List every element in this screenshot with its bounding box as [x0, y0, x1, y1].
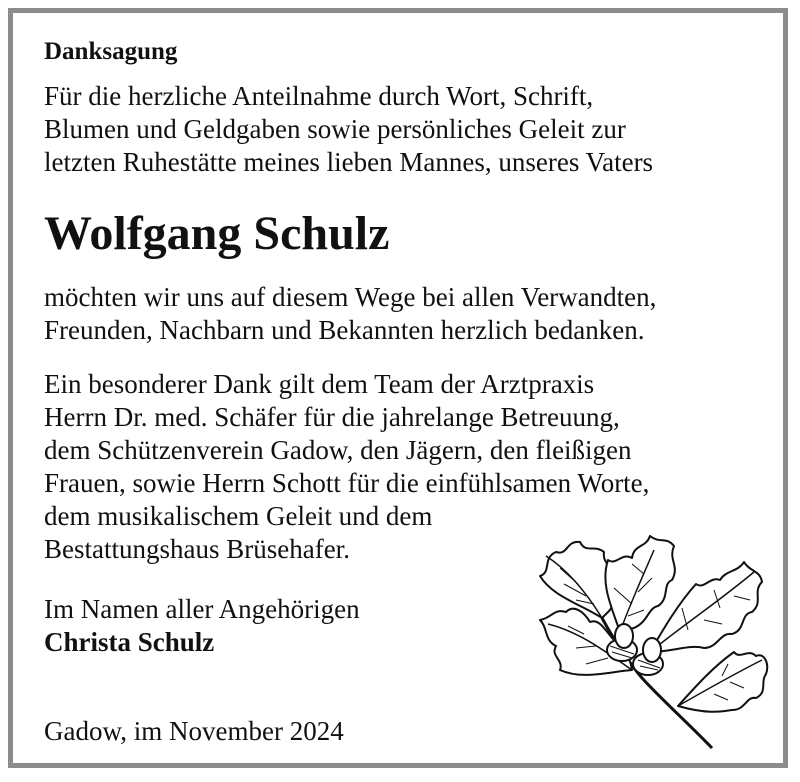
- signatory-name: Christa Schulz: [44, 627, 215, 657]
- special-thanks-line: Ein besonderer Dank gilt dem Team der Arztpraxis: [44, 369, 595, 399]
- notice-heading: Danksagung: [44, 38, 178, 65]
- signature-block: [44, 593, 360, 659]
- thanks-line: möchten wir uns auf diesem Wege bei allen Verwandten,: [44, 282, 657, 312]
- special-thanks-line: Bestattungshaus Brüsehafer.: [44, 534, 350, 564]
- special-thanks-line: Herrn Dr. med. Schäfer für die jahrelange Betreuung,: [44, 402, 620, 432]
- intro-line: Blumen und Geldgaben sowie persönliches Geleit zur: [44, 114, 626, 144]
- oak-leaves-acorns-icon: [482, 500, 774, 762]
- special-thanks-line: dem Schützenverein Gadow, den Jägern, den fleißigen: [44, 435, 632, 465]
- intro-line: letzten Ruhestätte meines lieben Mannes, unseres Vaters: [44, 147, 654, 177]
- intro-line: Für die herzliche Anteilnahme durch Wort, Schrift,: [44, 81, 594, 111]
- thanks-paragraph: [44, 281, 656, 347]
- deceased-name: Wolfgang Schulz: [44, 207, 390, 260]
- special-thanks-line: dem musikalischem Geleit und dem: [44, 501, 433, 531]
- thanks-line: Freunden, Nachbarn und Bekannten herzlich bedanken.: [44, 315, 645, 345]
- special-thanks-line: Frauen, sowie Herrn Schott für die einfühlsamen Worte,: [44, 468, 650, 498]
- closing-line: Im Namen aller Angehörigen: [44, 594, 360, 624]
- intro-paragraph: [44, 80, 653, 179]
- place-date: Gadow, im November 2024: [44, 716, 344, 746]
